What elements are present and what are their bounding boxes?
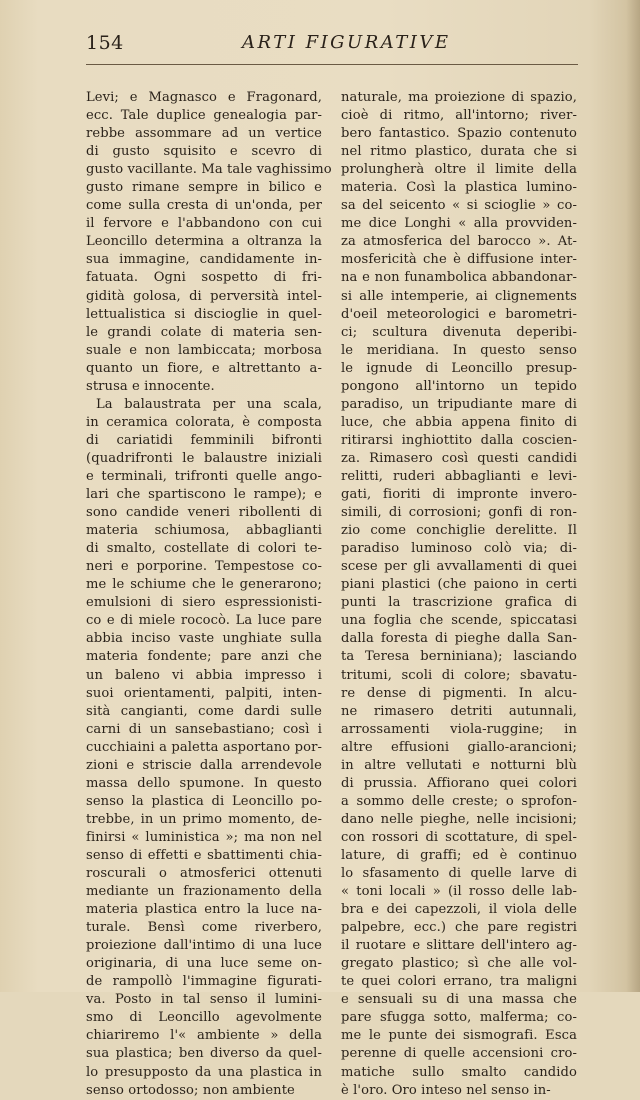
text-line: rebbe assommare ad un vertice [86,126,322,142]
text-line: naturale, ma proiezione di spazio, [341,90,577,105]
page-header [86,30,578,58]
text-line: lo presupposto da una plastica in [86,1064,322,1080]
text-line: a sommo delle creste; o sprofon- [341,793,577,809]
text-line: dalla foresta di pieghe dalla San- [341,631,577,647]
header-rule [86,64,578,65]
text-line: paradiso, un tripudiante mare di [341,396,577,412]
text-line: proiezione dall'intimo di una luce [86,938,322,954]
text-line: materia schiumosa, abbaglianti [86,523,322,539]
text-line: roscurali o atmosferici ottenuti [86,866,322,882]
text-line: ta Teresa berniniana); lasciando [341,649,577,665]
text-line: dano nelle pieghe, nelle incisioni; [341,811,577,827]
text-line: Levi; e Magnasco e Fragonard, [86,90,322,105]
text-line: materia. Così la plastica lumino- [341,180,577,196]
text-line: materia fondente; pare anzi che [86,649,322,665]
text-line: La balaustrata per una scala, [96,396,322,412]
text-line: senso ortodosso; non ambiente [86,1082,295,1098]
text-line: mosfericità che è diffusione inter- [341,252,577,268]
text-line: zioni e striscie dalla arrendevole [86,757,322,773]
text-line: ne rimasero detriti autunnali, [341,703,577,719]
text-line: strusa e innocente. [86,378,215,394]
text-line: di cariatidi femminili bifronti [86,432,322,448]
text-line: abbia inciso vaste unghiate sulla [86,631,322,647]
text-line: va. Posto in tal senso il lumini- [86,992,322,1008]
text-line: gusto rimane sempre in bilico e [86,180,322,196]
text-line: chiariremo l'« ambiente » della [86,1028,322,1044]
text-line: relitti, ruderi abbaglianti e levi- [341,468,577,484]
text-line: di smalto, costellate di colori te- [86,541,322,557]
text-line: ritirarsi inghiottito dalla coscien- [341,432,577,448]
text-line: si alle intemperie, ai clignements [341,288,577,304]
text-line: luce, che abbia appena finito di [341,414,577,430]
text-line: co e di miele rococò. La luce pare [86,613,322,629]
text-line: lari che spartiscono le rampe); e [86,487,322,503]
text-line: de rampollò l'immagine figurati- [86,974,322,990]
text-line: con rossori di scottature, di spel- [341,829,577,845]
text-line: fatuata. Ogni sospetto di fri- [86,270,322,286]
text-line: altre effusioni giallo-arancioni; [341,739,577,755]
text-line: in ceramica colorata, è composta [86,414,322,430]
text-line: massa dello spumone. In questo [86,775,322,791]
text-line: gregato plastico; sì che alle vol- [341,956,577,972]
text-line: suale e non lambiccata; morbosa [86,342,322,358]
text-line: senso di effetti e sbattimenti chia- [86,847,322,863]
text-line: gati, fioriti di impronte invero- [341,487,577,503]
text-line: sa del seicento « si scioglie » co- [341,198,577,214]
text-line: perenne di quelle accensioni cro- [341,1046,577,1062]
text-line: te quei colori errano, tra maligni [341,974,577,990]
text-line: una foglia che scende, spiccatasi [341,613,577,629]
text-line: e sensuali su di una massa che [341,992,577,1008]
text-line: sono candide veneri ribollenti di [86,505,322,521]
text-line: mediante un frazionamento della [86,884,322,900]
text-line: prolungherà oltre il limite della [341,162,577,178]
text-line: le meridiana. In questo senso [341,342,577,358]
text-line: simili, di corrosioni; gonfi di ron- [341,505,577,521]
text-line: ecc. Tale duplice genealogia par- [86,108,322,124]
text-line: senso la plastica di Leoncillo po- [86,793,322,809]
text-line: nel ritmo plastico, durata che si [341,144,577,160]
text-line: palpebre, ecc.) che pare registri [341,920,577,936]
text-line: tritumi, scoli di colore; sbavatu- [341,667,577,683]
right-text-column [341,89,577,1100]
text-line: quanto un fiore, e altrettanto a- [86,360,322,376]
running-title: ARTI FIGURATIVE [242,32,451,53]
text-line: lo sfasamento di quelle larve di [341,866,577,882]
text-line: turale. Bensì come riverbero, [86,920,322,936]
text-line: il ruotare e slittare dell'intero ag- [341,938,577,954]
text-line: sua plastica; ben diverso da quel- [86,1046,322,1062]
text-line: cioè di ritmo, all'intorno; river- [341,108,577,124]
text-line: pare sfugga sotto, malferma; co- [341,1010,577,1026]
text-line: za. Rimasero così questi candidi [341,450,577,466]
text-line: lature, di graffi; ed è continuo [341,847,577,863]
page-number: 154 [86,32,124,54]
text-line: arrossamenti viola-ruggine; in [341,721,577,737]
text-line: di prussia. Affiorano quei colori [341,775,577,791]
text-line: trebbe, in un primo momento, de- [86,811,322,827]
text-line: Leoncillo determina a oltranza la [86,234,322,250]
text-line: me le punte dei sismografi. Esca [341,1028,577,1044]
text-line: carni di un sansebastiano; così i [86,721,322,737]
text-line: (quadrifronti le balaustre iniziali [86,450,322,466]
text-line: scese per gli avvallamenti di quei [341,559,577,575]
text-line: neri e porporine. Tempestose co- [86,559,322,575]
text-line: e terminali, trifronti quelle ango- [86,468,322,484]
text-line: di gusto squisito e scevro di [86,144,322,160]
text-line: finirsi « luministica »; ma non nel [86,829,322,845]
text-line: na e non funambolica abbandonar- [341,270,577,286]
text-line: lettualistica si discioglie in quel- [86,306,322,322]
text-line: le grandi colate di materia sen- [86,324,322,340]
text-line: ci; scultura divenuta deperibi- [341,324,577,340]
text-line: me le schiume che le generarono; [86,577,322,593]
text-line: re dense di pigmenti. In alcu- [341,685,577,701]
text-line: bero fantastico. Spazio contenuto [341,126,577,142]
text-line: gusto vacillante. Ma tale vaghissimo [86,162,332,178]
text-line: è l'oro. Oro inteso nel senso in- [341,1082,551,1098]
text-line: cucchiaini a paletta asportano por- [86,739,322,755]
text-line: « toni locali » (il rosso delle lab- [341,884,577,900]
text-line: d'oeil meteorologici e barometri- [341,306,577,322]
text-line: sua immagine, candidamente in- [86,252,322,268]
text-line: come sulla cresta di un'onda, per [86,198,322,214]
text-line: un baleno vi abbia impresso i [86,667,322,683]
text-line: matiche sullo smalto candido [341,1064,577,1080]
text-line: paradiso luminoso colò via; di- [341,541,577,557]
text-line: za atmosferica del barocco ». At- [341,234,577,250]
text-line: piani plastici (che paiono in certi [341,577,577,593]
text-line: me dice Longhi « alla provviden- [341,216,577,232]
text-line: il fervore e l'abbandono con cui [86,216,322,232]
text-line: in altre vellutati e notturni blù [341,757,577,773]
text-line: gidità golosa, di perversità intel- [86,288,322,304]
text-line: zio come conchiglie derelitte. Il [341,523,577,539]
text-line: smo di Leoncillo agevolmente [86,1010,322,1026]
text-line: emulsioni di siero espressionisti- [86,595,322,611]
text-line: originaria, di una luce seme on- [86,956,322,972]
text-line: sità cangianti, come dardi sulle [86,703,322,719]
text-line: punti la trascrizione grafica di [341,595,577,611]
text-line: le ignude di Leoncillo presup- [341,360,577,376]
left-text-column [86,89,332,1100]
text-line: materia plastica entro la luce na- [86,902,322,918]
text-line: pongono all'intorno un tepido [341,378,577,394]
text-line: bra e dei capezzoli, il viola delle [341,902,577,918]
text-line: suoi orientamenti, palpiti, inten- [86,685,322,701]
